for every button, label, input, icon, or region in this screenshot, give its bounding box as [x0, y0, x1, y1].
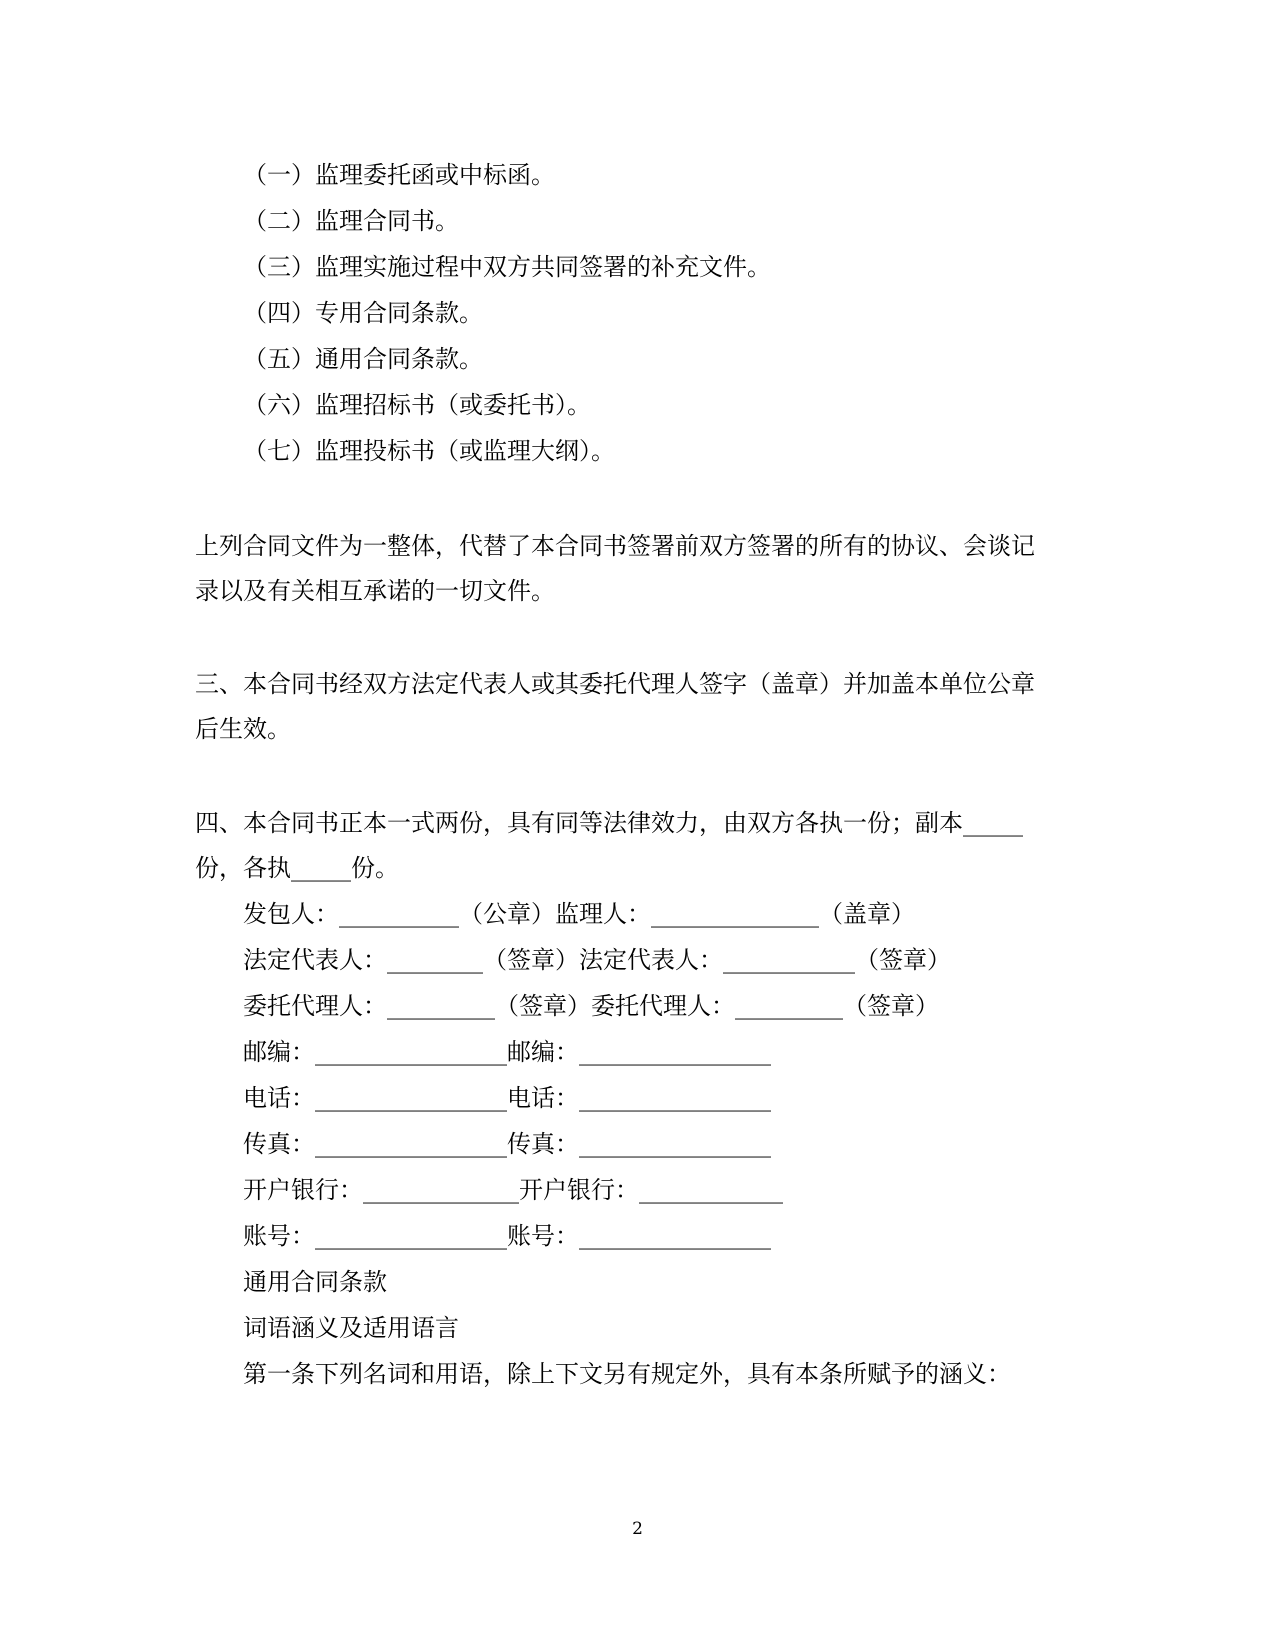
document-list-item-4: （四）专用合同条款。	[243, 299, 483, 327]
whole-contract-paragraph-line-1: 上列合同文件为一整体，代替了本合同书签署前双方签署的所有的协议、会谈记	[195, 532, 1035, 560]
clause-four-line-1: 四、本合同书正本一式两份，具有同等法律效力，由双方各执一份；副本_____	[195, 809, 1023, 837]
signature-line-postcode: 邮编：________________邮编：________________	[243, 1038, 771, 1066]
document-list-item-1: （一）监理委托函或中标函。	[243, 161, 555, 189]
signature-line-authorized-agent: 委托代理人：_________（签章）委托代理人：_________（签章）	[243, 992, 939, 1020]
general-terms-section-heading: 词语涵义及适用语言	[243, 1314, 459, 1342]
clause-three-line-1: 三、本合同书经双方法定代表人或其委托代理人签字（盖章）并加盖本单位公章	[195, 670, 1035, 698]
signature-line-phone: 电话：________________电话：________________	[243, 1084, 771, 1112]
signature-line-bank: 开户银行：_____________开户银行：____________	[243, 1176, 783, 1204]
document-list-item-7: （七）监理投标书（或监理大纲）。	[243, 437, 615, 465]
signature-line-fax: 传真：________________传真：________________	[243, 1130, 771, 1158]
document-list-item-5: （五）通用合同条款。	[243, 345, 483, 373]
document-list-item-6: （六）监理招标书（或委托书）。	[243, 391, 591, 419]
clause-four-line-2: 份，各执_____份。	[195, 854, 399, 882]
page-number: 2	[632, 1519, 643, 1539]
document-list-item-2: （二）监理合同书。	[243, 207, 459, 235]
document-list-item-3: （三）监理实施过程中双方共同签署的补充文件。	[243, 253, 771, 281]
signature-line-legal-representative: 法定代表人：________（签章）法定代表人：___________（签章）	[243, 946, 951, 974]
signature-line-account: 账号：________________账号：________________	[243, 1222, 771, 1250]
general-terms-title: 通用合同条款	[243, 1268, 387, 1296]
clause-three-line-2: 后生效。	[195, 715, 291, 743]
general-terms-article-one: 第一条下列名词和用语，除上下文另有规定外，具有本条所赋予的涵义：	[243, 1360, 1011, 1388]
signature-line-employer: 发包人：__________（公章）监理人：______________（盖章）	[243, 900, 915, 928]
whole-contract-paragraph-line-2: 录以及有关相互承诺的一切文件。	[195, 577, 555, 605]
